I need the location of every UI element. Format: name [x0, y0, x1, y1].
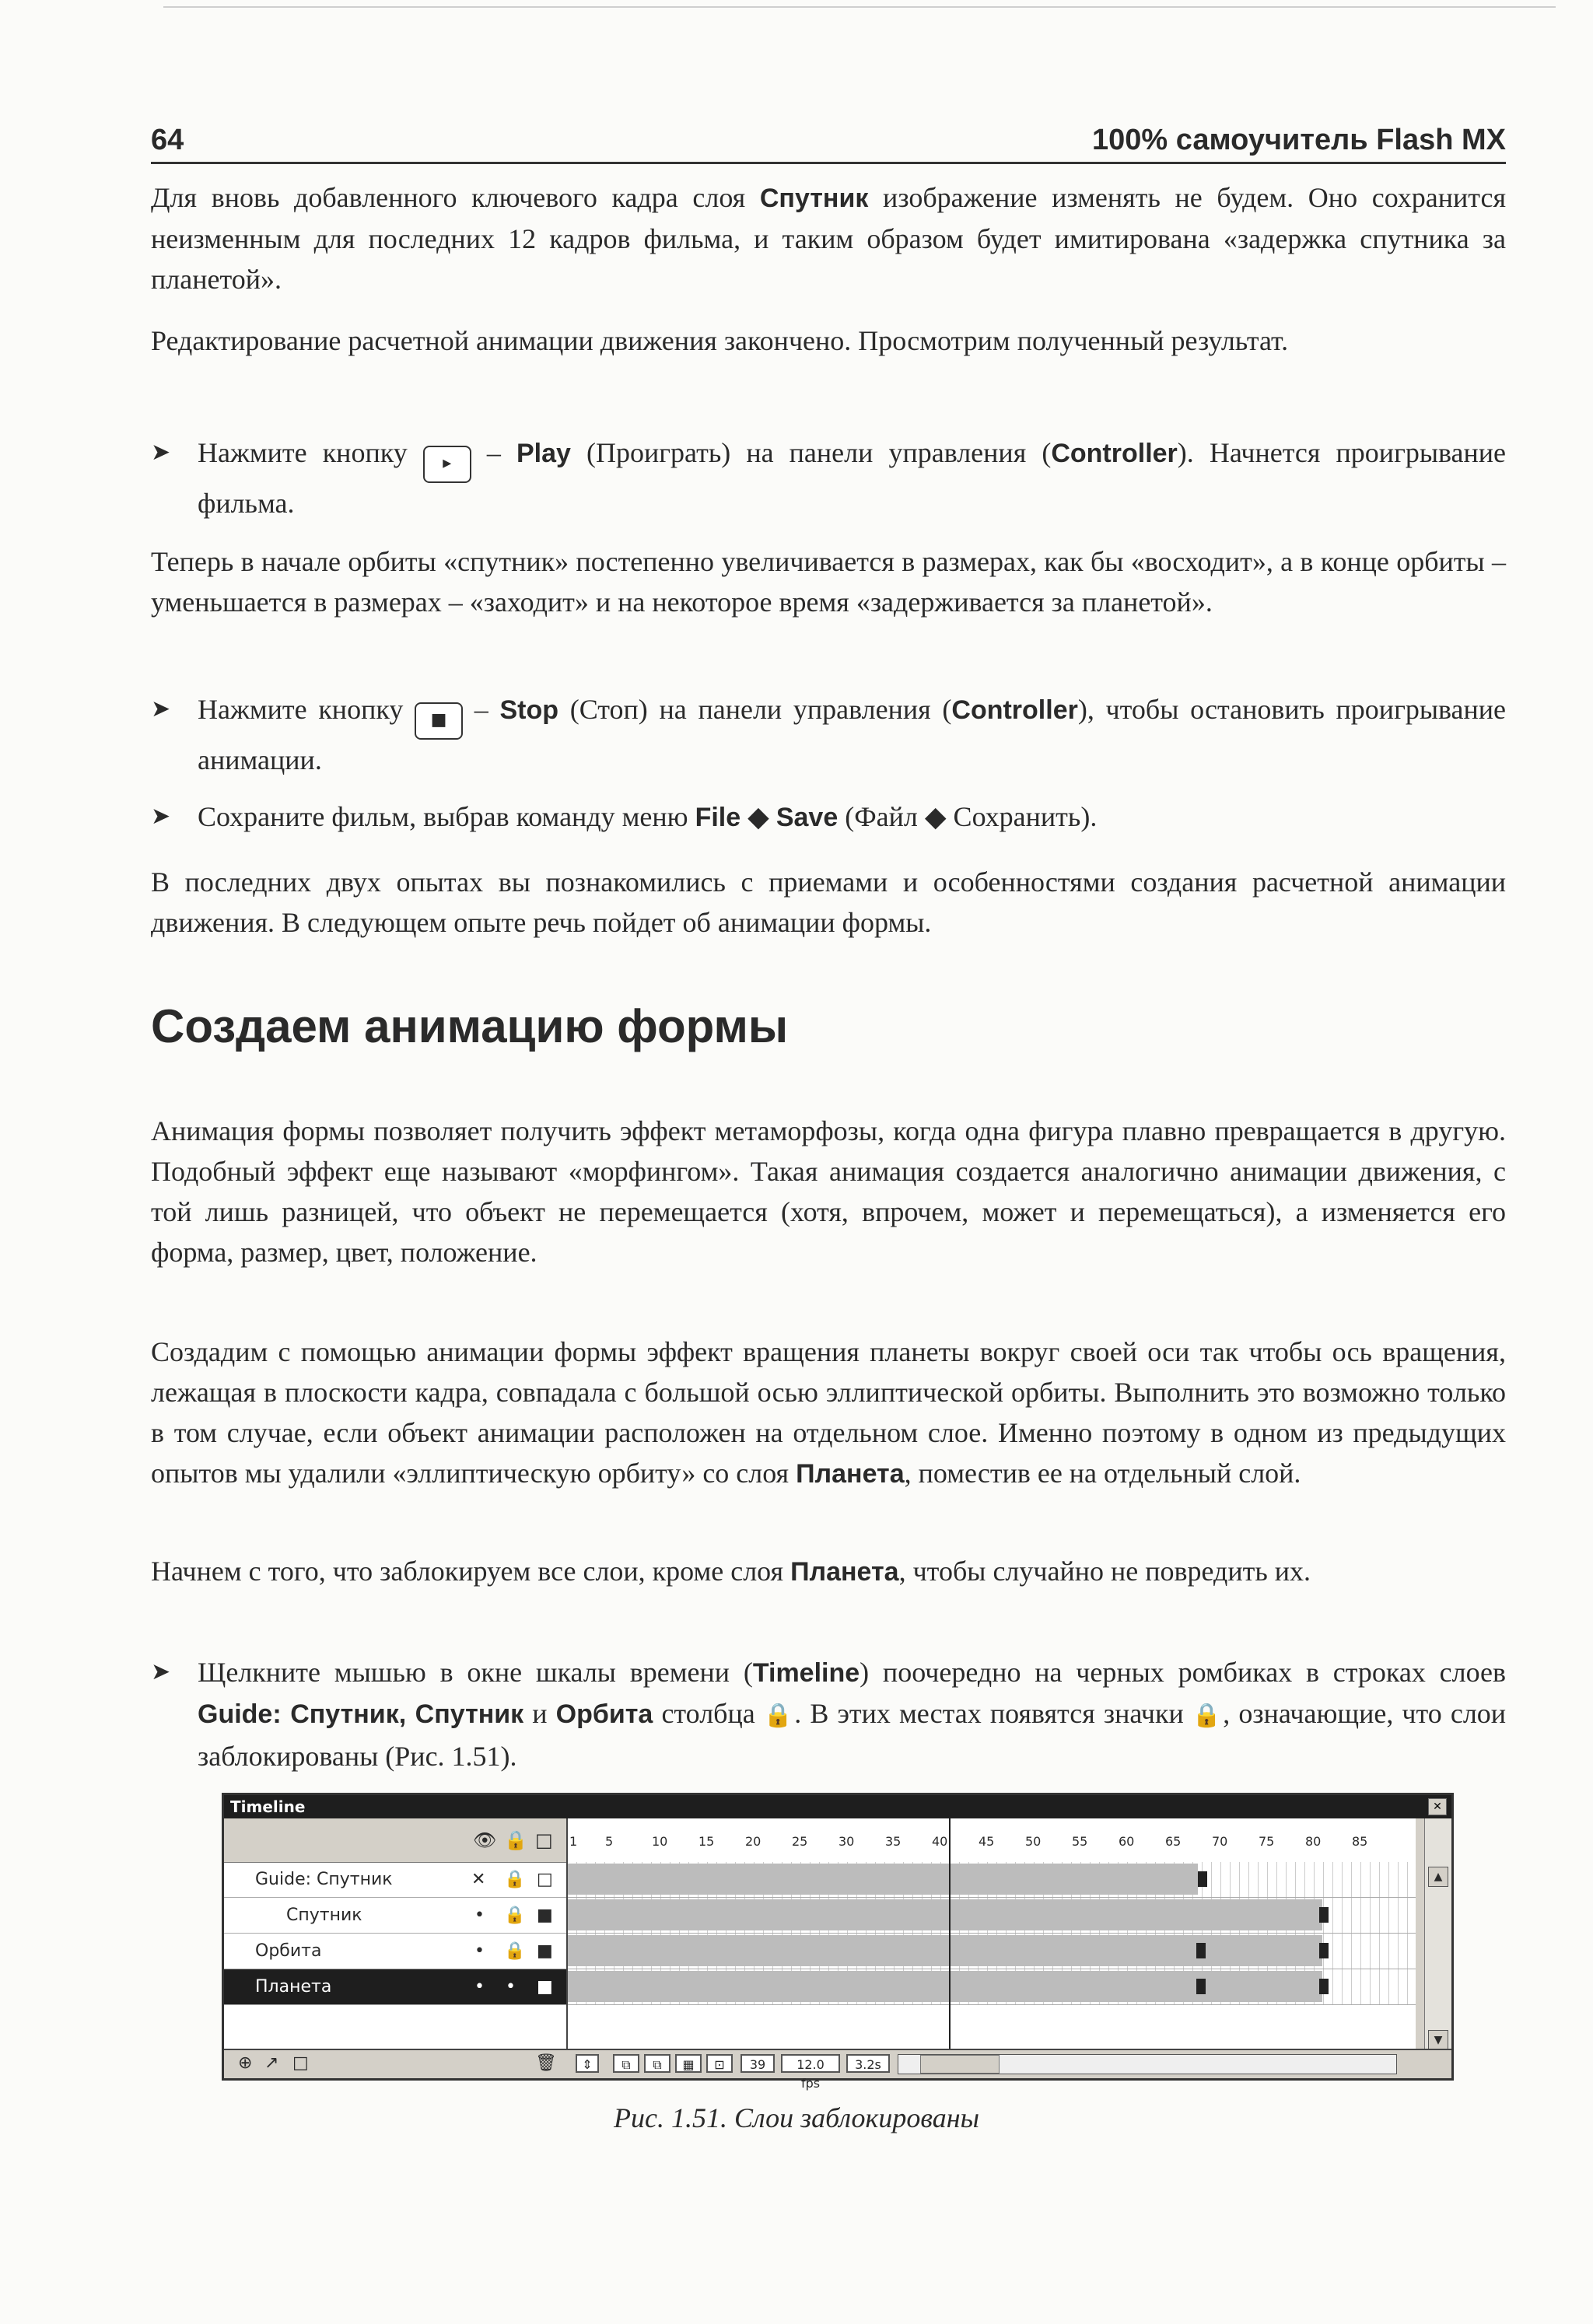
frame-area[interactable] [568, 1818, 1416, 2055]
onion-outline-icon[interactable]: ⧉ [644, 2054, 670, 2073]
paragraph-6: Создадим с помощью анимации формы эффект вращения планеты вокруг своей оси так чтобы ось вращения, лежащая в плоскости кадра, совпадала с большой осью эллиптической орбиты. Выполнить это возможно только в том случае, если объект анимации расположен на отдельном слое. Именно поэтому в одном из предыдущих опытов мы удалили «эллиптическую орбиту» со слоя Планета, поместив ее на отдельный слой. [151, 1336, 1506, 1489]
lock-icon: 🔒 [763, 1702, 795, 1729]
frame-ruler[interactable]: 1 5 10 15 20 25 30 35 40 45 50 55 60 65 70 75 80 85 [568, 1818, 1416, 1863]
top-rule [163, 6, 1556, 8]
add-layer-icon[interactable]: ⊕ [238, 2053, 253, 2073]
figure-caption: Рис. 1.51. Слои заблокированы [614, 2102, 979, 2133]
scroll-down-icon[interactable]: ▼ [1428, 2030, 1448, 2050]
close-icon[interactable]: ✕ [1428, 1798, 1447, 1815]
center-frame-icon[interactable]: ⇕ [576, 2054, 599, 2073]
layer-name: Спутник [286, 1906, 362, 1925]
bullet-stop: ➤ Нажмите кнопку ■ – Stop (Стоп) на панели управления (Controller), чтобы остановить проигрывание анимации. [151, 689, 1506, 780]
play-button-icon: ▸ [423, 446, 471, 483]
layer-row-sputnik[interactable] [224, 1898, 566, 1934]
hide-toggle[interactable]: • [474, 1906, 485, 1925]
outline-column-icon[interactable]: □ [535, 1829, 553, 1851]
insert-folder-icon[interactable]: □ [292, 2053, 309, 2073]
frames-planet[interactable] [568, 1969, 1416, 2005]
bullet-arrow-icon: ➤ [151, 803, 171, 830]
lock-toggle[interactable]: 🔒 [504, 1906, 526, 1925]
bullet-arrow-icon: ➤ [151, 695, 171, 723]
frames-sputnik[interactable] [568, 1898, 1416, 1934]
lock-toggle[interactable]: • [506, 1977, 516, 1997]
layer-row-orbit[interactable] [224, 1934, 566, 1969]
hide-toggle[interactable]: • [474, 1941, 485, 1961]
frames-orbit[interactable] [568, 1934, 1416, 1969]
hide-toggle[interactable]: ✕ [471, 1870, 486, 1889]
timeline-status-bar [224, 2049, 1451, 2091]
stop-button-icon: ■ [415, 702, 463, 740]
outline-toggle[interactable]: ■ [537, 1977, 553, 1997]
vertical-scrollbar[interactable] [1424, 1818, 1451, 2055]
layer-name: Guide: Спутник [255, 1870, 393, 1889]
edit-multiple-icon[interactable]: ▦ [675, 2054, 702, 2073]
outline-toggle[interactable]: ■ [537, 1906, 553, 1925]
book-title: 100% самоучитель Flash MX [1092, 124, 1506, 156]
bullet-arrow-icon: ➤ [151, 1658, 171, 1685]
bullet-timeline: ➤ Щелкните мышью в окне шкалы времени (Timeline) поочередно на черных ромбиках в строках слоев Guide: Спутник, Спутник и Орбита столбца 🔒. В этих местах появятся значки 🔒, означающие, что слои заблокированы (Рис. 1.51). [151, 1652, 1506, 1776]
keyframe[interactable] [1196, 1943, 1206, 1958]
timeline-panel [222, 1793, 1454, 2091]
paragraph-2: Редактирование расчетной анимации движения закончено. Просмотрим полученный результат. [151, 325, 1289, 356]
delete-layer-icon[interactable]: 🗑 [535, 2053, 557, 2073]
timeline-title-bar: Timeline ✕ [224, 1795, 1451, 1818]
outline-toggle[interactable]: ■ [537, 1941, 553, 1961]
elapsed-time: 3.2s [846, 2054, 890, 2073]
lock-toggle[interactable]: 🔒 [504, 1941, 526, 1961]
paragraph-5: Анимация формы позволяет получить эффект метаморфозы, когда одна фигура плавно превращается в другую. Подобный эффект еще называют «морфингом». Такая анимация создается аналогично анимации движения, с той лишь разницей, что объект не перемещается (хотя, впрочем, может и перемещаться), а изменяется его форма, размер, цвет, положение. [151, 1115, 1506, 1268]
keyframe[interactable] [1198, 1871, 1207, 1887]
bullet-play: ➤ Нажмите кнопку ▸ – Play (Проиграть) на панели управления (Controller). Начнется проигрывание фильма. [151, 432, 1506, 523]
paragraph-1: Для вновь добавленного ключевого кадра слоя Спутник изображение изменять не будем. Оно сохранится неизменным для последних 12 кадров фильма, и таким образом будет имитирована «задержка спутника за планетой». [151, 182, 1507, 295]
layer-name: Планета [255, 1977, 332, 1997]
add-guide-icon[interactable]: ↗ [264, 2053, 279, 2073]
section-heading: Создаем анимацию формы [151, 1000, 789, 1052]
layer-row-guide[interactable] [224, 1862, 566, 1898]
lock-icon: 🔒 [1192, 1702, 1224, 1729]
scroll-up-icon[interactable]: ▲ [1428, 1867, 1448, 1887]
keyframe[interactable] [1319, 1943, 1329, 1958]
onion-markers-icon[interactable]: ⊡ [706, 2054, 733, 2073]
current-frame: 39 [740, 2054, 775, 2073]
layer-column-header [224, 1818, 566, 1863]
page-number: 64 [151, 124, 184, 156]
keyframe[interactable] [1319, 1979, 1329, 1994]
lock-toggle[interactable]: 🔒 [504, 1870, 526, 1889]
frame-rate: 12.0 fps [781, 2054, 840, 2073]
layer-row-planet[interactable] [224, 1969, 566, 2005]
page-header [151, 117, 1506, 164]
lock-column-icon[interactable]: 🔒 [504, 1829, 527, 1851]
eye-icon[interactable]: 👁 [473, 1829, 497, 1851]
paragraph-7: Начнем с того, что заблокируем все слои, кроме слоя Планета, чтобы случайно не повредить их. [151, 1556, 1311, 1587]
playhead[interactable] [949, 1818, 951, 2055]
layer-list [224, 1818, 568, 2055]
outline-toggle[interactable]: □ [537, 1870, 553, 1889]
horizontal-scrollbar[interactable] [898, 2054, 1397, 2074]
scroll-thumb[interactable] [920, 2055, 1000, 2074]
keyframe[interactable] [1196, 1979, 1206, 1994]
onion-skin-icon[interactable]: ⧉ [613, 2054, 639, 2073]
bullet-arrow-icon: ➤ [151, 439, 171, 466]
layer-name: Орбита [255, 1941, 322, 1961]
hide-toggle[interactable]: • [474, 1977, 485, 1997]
bullet-save: ➤ Сохраните фильм, выбрав команду меню File ◆ Save (Файл ◆ Сохранить). [151, 796, 1506, 838]
keyframe[interactable] [1319, 1907, 1329, 1923]
paragraph-3: Теперь в начале орбиты «спутник» постепенно увеличивается в размерах, как бы «восходит», а в конце орбиты – уменьшается в размерах – «заходит» и на некоторое время «задерживается за планетой». [151, 546, 1506, 618]
paragraph-4: В последних двух опытах вы познакомились с приемами и особенностями создания расчетной анимации движения. В следующем опыте речь пойдет об анимации формы. [151, 866, 1506, 938]
frames-guide[interactable] [568, 1862, 1416, 1898]
